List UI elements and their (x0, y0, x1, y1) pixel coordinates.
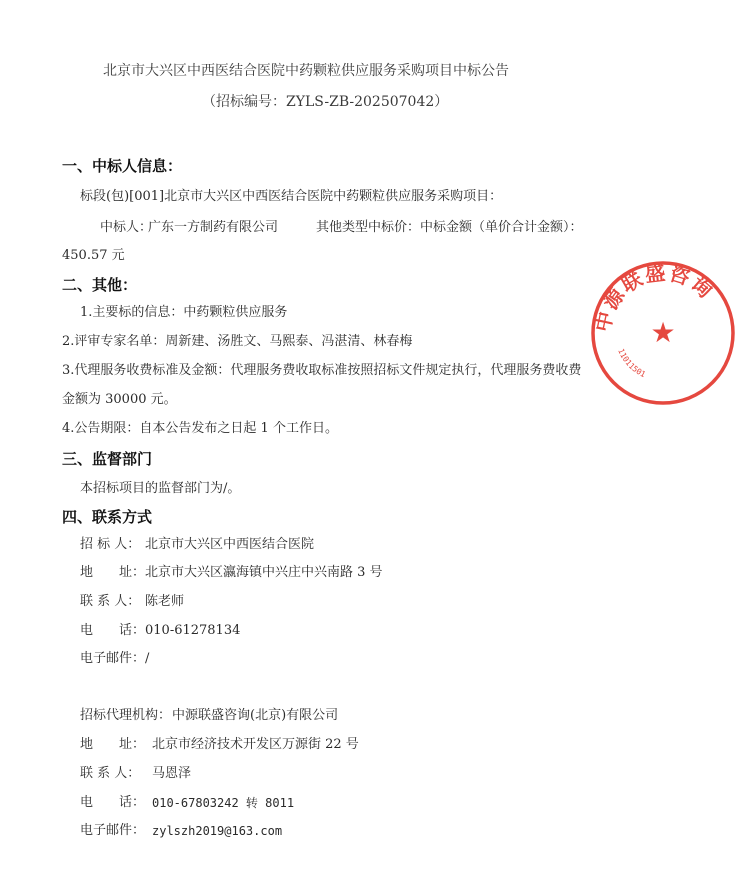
winner-label: 中标人： (100, 220, 153, 235)
tenderer-address-label: 地 址： (80, 565, 146, 580)
agency-phone-label: 电 话： (80, 795, 146, 810)
bid-price: 450.57 元 (62, 248, 125, 263)
agency-contact-label: 联 系 人： (80, 766, 141, 781)
other-item-3: 3.代理服务收费标准及金额：代理服务费收取标准按照招标文件规定执行，代理服务费收费 (62, 363, 582, 378)
lot-line: 标段(包)[001]北京市大兴区中西医结合医院中药颗粒供应服务采购项目： (80, 189, 503, 204)
other-item-3-cont: 金额为 30000 元。 (62, 392, 177, 407)
agency-name-label: 招标代理机构： (80, 708, 172, 723)
section-heading-other: 二、其他： (62, 276, 138, 294)
tender-number: （招标编号：ZYLS-ZB-202507042） (202, 94, 449, 110)
tenderer-email: / (145, 651, 150, 666)
agency-address-label: 地 址： (80, 737, 146, 752)
tenderer-phone-label: 电 话： (80, 623, 146, 638)
other-item-4: 4.公告期限：自本公告发布之日起 1 个工作日。 (62, 421, 338, 436)
seal-code-text (616, 347, 647, 379)
tenderer-contact: 陈老师 (145, 594, 185, 609)
agency-phone: 010-67803242 转 8011 (152, 796, 295, 810)
section-heading-winner: 一、中标人信息： (62, 157, 183, 175)
agency-email: zylszh2019@163.com (152, 824, 283, 838)
section-heading-contact: 四、联系方式 (62, 508, 153, 526)
other-item-1: 1.主要标的信息：中药颗粒供应服务 (80, 305, 288, 320)
seal-code: 11011501 (616, 347, 647, 380)
tenderer-phone: 010-61278134 (145, 623, 241, 638)
tenderer-contact-label: 联 系 人： (80, 594, 141, 609)
section-heading-supervision: 三、监督部门 (62, 450, 153, 468)
agency-name: 中源联盛咨询(北京)有限公司 (172, 708, 339, 723)
agency-email-label: 电子邮件： (80, 823, 146, 838)
company-seal-stamp (588, 258, 738, 408)
supervision-text: 本招标项目的监督部门为/。 (80, 481, 241, 496)
agency-address: 北京市经济技术开发区万源街 22 号 (152, 737, 359, 752)
winner-name: 广东一方制药有限公司 (148, 220, 279, 235)
page-title: 北京市大兴区中西医结合医院中药颗粒供应服务采购项目中标公告 (103, 63, 509, 79)
price-label: 其他类型中标价：中标金额（单价合计金额）： (316, 220, 583, 235)
tenderer-email-label: 电子邮件： (80, 651, 146, 666)
seal-star-icon: ★ (650, 316, 676, 349)
tenderer-name-label: 招 标 人： (80, 537, 141, 552)
agency-contact: 马恩泽 (152, 766, 192, 781)
other-item-2: 2.评审专家名单：周新建、汤胜文、马熙泰、冯湛清、林春梅 (62, 334, 413, 349)
tenderer-address: 北京市大兴区瀛海镇中兴庄中兴南路 3 号 (145, 565, 383, 580)
tenderer-name: 北京市大兴区中西医结合医院 (145, 537, 315, 552)
seal-text: 中源联盛咨询 (590, 260, 719, 334)
